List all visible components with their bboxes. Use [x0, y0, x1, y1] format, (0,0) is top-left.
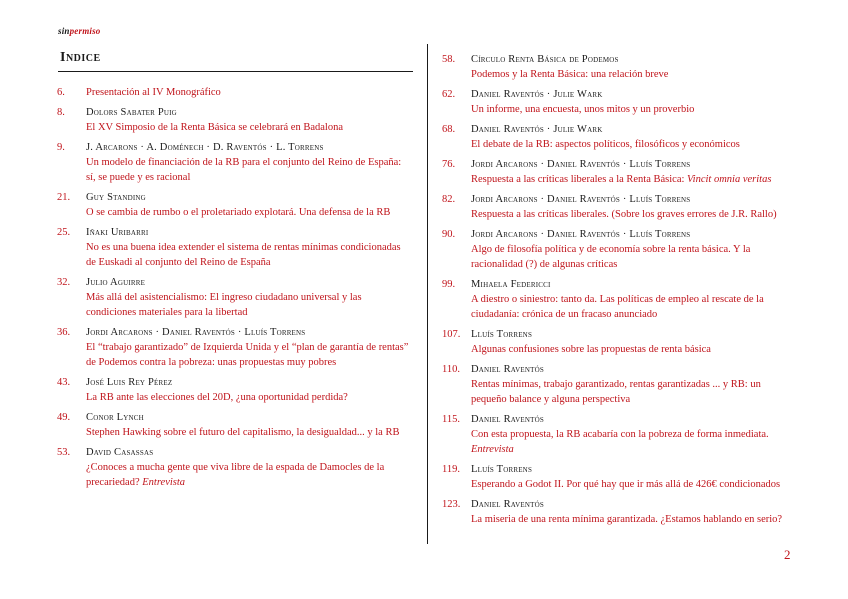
toc-page-number: 8.	[57, 107, 65, 118]
toc-entry-body	[86, 445, 412, 490]
toc-entry[interactable]	[57, 410, 412, 440]
toc-title[interactable]	[86, 120, 412, 135]
toc-page-number: 115.	[442, 414, 460, 425]
toc-entry[interactable]	[442, 52, 798, 82]
toc-title-text: Esperando a Godot II. Por qué hay que ir más allá de 426€ condicionados	[471, 479, 781, 490]
toc-title-text: Presentación al IV Monográfico	[86, 87, 221, 98]
toc-title-text: Podemos y la Renta Básica: una relación breve	[471, 69, 669, 80]
toc-entry[interactable]	[442, 277, 798, 322]
brand-accent: permiso	[69, 26, 101, 36]
toc-title[interactable]	[471, 427, 798, 457]
toc-entry-body	[471, 327, 798, 357]
toc-page-number: 32.	[57, 277, 71, 288]
toc-title-text: Un informe, una encuesta, unos mitos y un proverbio	[471, 104, 695, 115]
toc-author: Daniel Raventós · Julie Wark	[471, 89, 603, 100]
brand-prefix: sin	[58, 26, 70, 36]
toc-entry[interactable]	[57, 85, 412, 100]
toc-title[interactable]	[471, 67, 798, 82]
toc-page-number: 49.	[57, 412, 71, 423]
toc-entry[interactable]	[442, 122, 798, 152]
toc-page-number: 119.	[442, 464, 460, 475]
toc-title-text: El XV Simposio de la Renta Básica se celebrará en Badalona	[86, 122, 343, 133]
toc-author: Conor Lynch	[86, 412, 144, 423]
toc-page-number: 36.	[57, 327, 71, 338]
toc-author: Lluís Torrens	[471, 464, 533, 475]
toc-author: Mihaela Federicci	[471, 279, 551, 290]
toc-title-text: Un modelo de financiación de la RB para el conjunto del Reino de España: sí, se puede y es racional	[86, 157, 402, 183]
toc-title[interactable]	[471, 102, 798, 117]
toc-title[interactable]	[471, 137, 798, 152]
page-number: 2	[784, 547, 791, 562]
toc-page-number: 53.	[57, 447, 71, 458]
toc-title[interactable]	[86, 240, 412, 270]
toc-title[interactable]	[86, 205, 412, 220]
toc-title-text: Respuesta a las críticas liberales. (Sobre los graves errores de J.R. Rallo)	[471, 209, 777, 220]
toc-title[interactable]	[471, 292, 798, 322]
toc-entry[interactable]	[57, 140, 412, 185]
toc-title-text: El “trabajo garantizado” de Izquierda Unida y el “plan de garantía de rentas” de Podemos contra la pobreza: unas propuestas muy pobres	[86, 342, 409, 368]
toc-page-number: 25.	[57, 227, 71, 238]
toc-entry-body	[471, 497, 798, 527]
toc-entry-body	[86, 140, 412, 185]
toc-entry[interactable]	[442, 157, 798, 187]
toc-title[interactable]	[471, 207, 798, 222]
toc-page-number: 68.	[442, 124, 456, 135]
toc-entry[interactable]	[57, 275, 412, 320]
toc-entry-body	[471, 277, 798, 322]
toc-title-text: No es una buena idea extender el sistema de rentas mínimas condicionadas de Euskadi al conjunto del Reino de España	[86, 242, 401, 268]
toc-entry-body	[471, 87, 798, 117]
toc-entry[interactable]	[442, 87, 798, 117]
toc-page-number: 82.	[442, 194, 456, 205]
toc-title-text: Stephen Hawking sobre el futuro del capitalismo, la desigualdad... y la RB	[86, 427, 400, 438]
toc-title-italic: Entrevista	[142, 477, 186, 488]
toc-title-text: Con esta propuesta, la RB acabaría con la pobreza de forma inmediata.	[471, 429, 769, 440]
toc-author: Guy Standing	[86, 192, 146, 203]
toc-author: Daniel Raventós	[471, 414, 544, 425]
toc-author: Jordi Arcarons · Daniel Raventós · Lluís Torrens	[471, 159, 691, 170]
toc-page-number: 62.	[442, 89, 456, 100]
toc-page-number: 110.	[442, 364, 460, 375]
toc-title[interactable]	[471, 172, 798, 187]
toc-title-text: El debate de la RB: aspectos políticos, filosóficos y económicos	[471, 139, 740, 150]
toc-entry-body	[471, 52, 798, 82]
toc-entry[interactable]	[442, 362, 798, 407]
toc-title-italic: Vincit omnia veritas	[687, 174, 772, 185]
toc-title[interactable]	[471, 242, 798, 272]
toc-author: José Luis Rey Pérez	[86, 377, 173, 388]
toc-entry[interactable]	[57, 190, 412, 220]
toc-author: Círculo Renta Básica de Podemos	[471, 54, 619, 65]
toc-entry-body	[86, 225, 412, 270]
toc-author: Daniel Raventós · Julie Wark	[471, 124, 603, 135]
toc-page-number: 76.	[442, 159, 456, 170]
toc-title-text: La miseria de una renta mínima garantizada. ¿Estamos hablando en serio?	[471, 514, 783, 525]
toc-entry[interactable]	[442, 412, 798, 457]
toc-page-number: 9.	[57, 142, 65, 153]
toc-title[interactable]	[471, 342, 798, 357]
toc-author: Dolors Sabater Puig	[86, 107, 177, 118]
toc-title[interactable]	[471, 512, 798, 527]
toc-title[interactable]	[86, 460, 412, 490]
toc-entry[interactable]	[57, 375, 412, 405]
toc-title[interactable]	[86, 425, 412, 440]
toc-right-column	[442, 52, 798, 532]
toc-entry-body	[86, 410, 412, 440]
brand-logo	[58, 26, 101, 36]
toc-title-text: La RB ante las elecciones del 20D, ¿una oportunidad perdida?	[86, 392, 348, 403]
toc-entry[interactable]	[442, 227, 798, 272]
toc-title[interactable]	[86, 390, 412, 405]
toc-page-number: 123.	[442, 499, 461, 510]
toc-title[interactable]	[471, 477, 798, 492]
toc-entry[interactable]	[57, 445, 412, 490]
toc-page-number: 21.	[57, 192, 71, 203]
toc-title-text: Rentas mínimas, trabajo garantizado, rentas garantizadas ... y RB: un pequeño balance y alguna perspectiva	[471, 379, 761, 405]
toc-left-column	[57, 85, 412, 495]
toc-entry-body	[471, 462, 798, 492]
toc-title-text: Algo de filosofía política y de economía sobre la renta básica. Y la racionalidad (?) de algunas críticas	[471, 244, 751, 270]
toc-entry-body	[86, 375, 412, 405]
toc-entry[interactable]	[442, 462, 798, 492]
toc-entry[interactable]	[57, 225, 412, 270]
toc-entry-body	[471, 192, 798, 222]
toc-entry-body	[471, 227, 798, 272]
toc-title[interactable]	[86, 290, 412, 320]
toc-author: Iñaki Uribarri	[86, 227, 149, 238]
column-divider	[427, 44, 428, 544]
toc-author: J. Arcarons · A. Doménech · D. Raventós · L. Torrens	[86, 142, 324, 153]
toc-author: Daniel Raventós	[471, 499, 544, 510]
toc-page-number: 90.	[442, 229, 456, 240]
toc-entry-body	[471, 122, 798, 152]
toc-title[interactable]	[86, 340, 412, 370]
toc-entry[interactable]	[57, 325, 412, 370]
toc-entry-body	[86, 275, 412, 320]
toc-entry[interactable]	[57, 105, 412, 135]
toc-title-text: ¿Conoces a mucha gente que viva libre de la espada de Damocles de la precariedad?	[86, 462, 385, 488]
toc-author: Lluís Torrens	[471, 329, 533, 340]
toc-author: Jordi Arcarons · Daniel Raventós · Lluís Torrens	[471, 194, 691, 205]
toc-title[interactable]	[471, 377, 798, 407]
toc-page-number: 99.	[442, 279, 456, 290]
toc-entry-body	[86, 105, 412, 135]
toc-entry-body	[86, 190, 412, 220]
toc-title[interactable]	[86, 85, 412, 100]
toc-author: David Casassas	[86, 447, 154, 458]
toc-title-text: O se cambia de rumbo o el proletariado explotará. Una defensa de la RB	[86, 207, 391, 218]
toc-page-number: 58.	[442, 54, 456, 65]
toc-entry-body	[471, 412, 798, 457]
toc-entry-body	[86, 325, 412, 370]
toc-page-number: 43.	[57, 377, 71, 388]
toc-author: Jordi Arcarons · Daniel Raventós · Lluís Torrens	[471, 229, 691, 240]
toc-title-text: A diestro o siniestro: tanto da. Las políticas de empleo al rescate de la ciudadanía: crónica de un fracaso anunciado	[471, 294, 764, 320]
toc-page-number: 107.	[442, 329, 461, 340]
toc-title-text: Algunas confusiones sobre las propuestas de renta básica	[471, 344, 711, 355]
toc-title-text: Respuesta a las críticas liberales a la Renta Básica:	[471, 174, 685, 185]
toc-title-italic: Entrevista	[471, 444, 514, 455]
toc-entry-body	[471, 362, 798, 407]
toc-entry[interactable]	[442, 497, 798, 527]
toc-entry[interactable]	[442, 192, 798, 222]
title-divider	[58, 71, 413, 72]
page-title: Indice	[60, 50, 101, 65]
toc-author: Jordi Arcarons · Daniel Raventós · Lluís Torrens	[86, 327, 306, 338]
toc-page-number: 6.	[57, 87, 65, 98]
toc-title[interactable]	[86, 155, 412, 185]
toc-entry-body	[471, 157, 798, 187]
toc-author: Julio Aguirre	[86, 277, 146, 288]
toc-author: Daniel Raventós	[471, 364, 544, 375]
toc-entry[interactable]	[442, 327, 798, 357]
toc-entry-body	[86, 85, 412, 100]
toc-title-text: Más allá del asistencialismo: El ingreso ciudadano universal y las condiciones materiales para la libertad	[86, 292, 362, 318]
